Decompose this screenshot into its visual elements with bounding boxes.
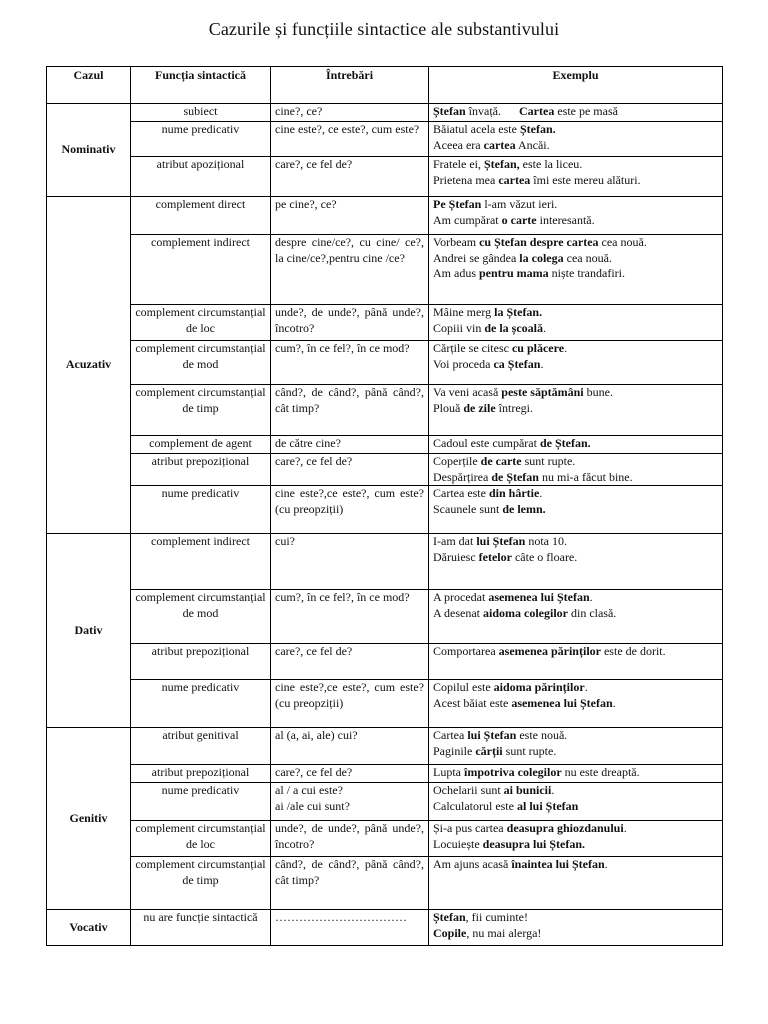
example-line [433, 436, 718, 452]
example-text: niște trandafiri. [548, 266, 625, 280]
example-line [433, 926, 718, 942]
example-text: întregi. [495, 400, 533, 415]
examples [429, 157, 723, 197]
example-text: Comportarea [433, 644, 499, 658]
table-row [47, 680, 723, 728]
example-text: . [551, 783, 555, 797]
example-highlight: lui Ștefan [467, 728, 517, 742]
example-line [433, 197, 718, 213]
table-row [47, 385, 723, 436]
table-row [47, 305, 723, 341]
table-row [47, 644, 723, 680]
questions: unde?, de unde?, până unde?, încotro? [271, 305, 429, 341]
questions: …………………………… [271, 910, 429, 946]
example-line [433, 122, 718, 138]
example-text: Vorbeam [433, 235, 480, 249]
example-highlight: ai bunicii [503, 783, 552, 797]
example-highlight: de la școală [484, 320, 544, 335]
example-text: . [564, 341, 568, 355]
example-line [433, 305, 718, 321]
example-text: Cartea este [433, 486, 489, 500]
table-row [47, 122, 723, 157]
example-text: Dăruiesc [433, 549, 479, 564]
examples [429, 534, 723, 590]
example-line [433, 799, 718, 815]
example-text: Despărțirea [433, 469, 492, 484]
example-text: Coperțile [433, 454, 481, 468]
questions: când?, de când?, până când?, cât timp? [271, 385, 429, 436]
questions: de către cine? [271, 436, 429, 454]
example-line [433, 321, 718, 337]
example-line [433, 454, 718, 470]
example-text: Va veni acasă [433, 385, 502, 399]
questions: cine este?,ce este?, cum este? (cu preopziții) [271, 680, 429, 728]
examples [429, 341, 723, 385]
example-text: A procedat [433, 590, 489, 604]
example-line [433, 606, 718, 622]
examples [429, 436, 723, 454]
example-text: Am adus [433, 266, 479, 280]
syntactic-function: complement circumstanțial de timp [131, 385, 271, 436]
example-text: . [612, 695, 616, 710]
questions: cui? [271, 534, 429, 590]
cases-table [46, 66, 723, 946]
example-highlight: înaintea lui Ștefan [511, 857, 605, 871]
syntactic-function: nume predicativ [131, 680, 271, 728]
example-text: Locuiește [433, 836, 483, 851]
header-row [47, 67, 723, 104]
examples [429, 454, 723, 486]
example-line [433, 470, 718, 486]
questions: care?, ce fel de? [271, 454, 429, 486]
example-highlight: împotriva colegilor [464, 765, 562, 779]
example-highlight: de carte [480, 454, 522, 468]
example-highlight: asemenea lui Ștefan [511, 695, 613, 710]
example-text: Lupta [433, 765, 464, 779]
syntactic-function: complement indirect [131, 235, 271, 305]
example-highlight: de lemn. [502, 501, 546, 516]
example-highlight: de Ștefan [491, 469, 539, 484]
example-highlight: de zile [463, 400, 496, 415]
syntactic-function: complement circumstanțial de mod [131, 590, 271, 644]
examples [429, 910, 723, 946]
example-text: . [540, 356, 544, 371]
example-text: Băiatul acela este [433, 122, 520, 136]
example-highlight: Ștefan, [483, 157, 520, 171]
example-text: învață. [465, 104, 519, 118]
example-text: . [589, 590, 593, 604]
case-name: Genitiv [47, 728, 131, 910]
questions: cine este?, ce este?, cum este? [271, 122, 429, 157]
example-text: Ancăi. [515, 137, 550, 152]
example-line [433, 728, 718, 744]
example-line [433, 341, 718, 357]
questions: cum?, în ce fel?, în ce mod? [271, 590, 429, 644]
page-title: Cazurile și funcțiile sintactice ale substantivului [208, 19, 560, 39]
questions: care?, ce fel de? [271, 765, 429, 783]
syntactic-function: atribut prepozițional [131, 454, 271, 486]
example-line [433, 401, 718, 417]
syntactic-function: complement circumstanțial de loc [131, 821, 271, 857]
example-line [433, 251, 718, 267]
example-line [433, 837, 718, 853]
example-highlight: ca Ștefan [493, 356, 541, 371]
syntactic-function: complement de agent [131, 436, 271, 454]
table-row [47, 157, 723, 197]
example-highlight: asemenea părinților [498, 644, 601, 658]
examples [429, 644, 723, 680]
example-text: cea nouă. [563, 250, 612, 265]
syntactic-function: complement circumstanțial de loc [131, 305, 271, 341]
example-highlight: cartea [483, 137, 516, 152]
case-name: Vocativ [47, 910, 131, 946]
example-text: Paginile [433, 743, 476, 758]
example-line [433, 104, 718, 120]
case-name: Acuzativ [47, 197, 131, 534]
example-text: Scaunele sunt [433, 501, 503, 516]
example-line [433, 590, 718, 606]
example-text: Prietena mea [433, 172, 499, 187]
example-line [433, 486, 718, 502]
table-row [47, 857, 723, 910]
case-name: Dativ [47, 534, 131, 728]
questions: al (a, ai, ale) cui? [271, 728, 429, 765]
examples [429, 235, 723, 305]
example-highlight: la Ștefan. [494, 305, 543, 319]
example-text: Am cumpărat [433, 212, 502, 227]
example-text: îmi este mereu alături. [530, 172, 641, 187]
table-row [47, 765, 723, 783]
examples [429, 486, 723, 534]
example-line [433, 266, 718, 282]
questions: cine este?,ce este?, cum este? (cu preopziții) [271, 486, 429, 534]
example-highlight: al lui Ștefan [516, 798, 579, 813]
table-row [47, 341, 723, 385]
example-text: . [539, 486, 543, 500]
case-name: Nominativ [47, 104, 131, 197]
table-row [47, 486, 723, 534]
example-text: . [584, 680, 588, 694]
syntactic-function: nume predicativ [131, 486, 271, 534]
example-highlight: pentru mama [479, 266, 549, 280]
example-text: Fratele ei, [433, 157, 484, 171]
examples [429, 197, 723, 235]
example-text: Copilul este [433, 680, 494, 694]
example-line [433, 213, 718, 229]
syntactic-function: atribut genitival [131, 728, 271, 765]
example-text: din clasă. [567, 605, 617, 620]
table-row [47, 910, 723, 946]
example-line [433, 783, 718, 799]
table-row [47, 590, 723, 644]
example-highlight: Cartea [519, 104, 555, 118]
example-line [433, 138, 718, 154]
example-line [433, 644, 718, 660]
example-line [433, 550, 718, 566]
syntactic-function: complement direct [131, 197, 271, 235]
example-highlight: de Ștefan. [539, 436, 591, 450]
example-highlight: peste săptămâni [501, 385, 584, 399]
table-row [47, 235, 723, 305]
examples [429, 305, 723, 341]
example-line [433, 235, 718, 251]
example-highlight: cartea [498, 172, 531, 187]
example-text: câte o floare. [511, 549, 578, 564]
example-highlight: cu plăcere [511, 341, 565, 355]
questions: când?, de când?, până când?, cât timp? [271, 857, 429, 910]
table-row [47, 783, 723, 821]
table-row [47, 454, 723, 486]
table-row [47, 728, 723, 765]
examples [429, 765, 723, 783]
example-text: Aceea era [433, 137, 484, 152]
syntactic-function: nu are funcție sintactică [131, 910, 271, 946]
example-text: Acest băiat este [433, 695, 512, 710]
questions: care?, ce fel de? [271, 157, 429, 197]
example-highlight: Ștefan. [519, 122, 556, 136]
examples [429, 857, 723, 910]
example-text: sunt rupte. [502, 743, 557, 758]
example-highlight: lui Ștefan [476, 534, 526, 548]
questions: al / a cui este? ai /ale cui sunt? [271, 783, 429, 821]
example-line [433, 385, 718, 401]
example-text: Mâine merg [433, 305, 495, 319]
syntactic-function: complement circumstanțial de timp [131, 857, 271, 910]
example-text: A desenat [433, 605, 483, 620]
example-line [433, 696, 718, 712]
table-row [47, 104, 723, 122]
syntactic-function: complement circumstanțial de mod [131, 341, 271, 385]
example-highlight: cu Ștefan despre cartea [479, 235, 599, 249]
example-highlight: cărții [475, 743, 503, 758]
example-highlight: o carte [501, 212, 537, 227]
example-text: Și-a pus cartea [433, 821, 507, 835]
examples [429, 590, 723, 644]
example-text: , fii cuminte! [465, 910, 528, 924]
example-highlight: asemenea lui Ștefan [488, 590, 590, 604]
example-text: bune. [583, 385, 613, 399]
example-text: . [543, 320, 547, 335]
header-case: Cazul [47, 67, 131, 104]
example-highlight: Copile [433, 925, 467, 940]
example-text: . [623, 821, 627, 835]
example-highlight: Ștefan [433, 104, 466, 118]
table-row [47, 534, 723, 590]
example-line [433, 157, 718, 173]
header-function: Funcția sintactică [131, 67, 271, 104]
questions: pe cine?, ce? [271, 197, 429, 235]
syntactic-function: atribut apozițional [131, 157, 271, 197]
example-text: Cadoul este cumpărat [433, 436, 540, 450]
example-text: Am ajuns acasă [433, 857, 512, 871]
header-questions: Întrebări [271, 67, 429, 104]
syntactic-function: subiect [131, 104, 271, 122]
example-text: interesantă. [536, 212, 595, 227]
example-text: Cartea [433, 728, 468, 742]
example-text: nu mi-a făcut bine. [538, 469, 633, 484]
example-highlight: deasupra lui Ștefan. [482, 836, 586, 851]
example-text: Plouă [433, 400, 464, 415]
header-example: Exemplu [429, 67, 723, 104]
example-text: Ochelarii sunt [433, 783, 504, 797]
syntactic-function: complement indirect [131, 534, 271, 590]
examples [429, 680, 723, 728]
example-text: Copiii vin [433, 320, 485, 335]
syntactic-function: nume predicativ [131, 783, 271, 821]
syntactic-function: nume predicativ [131, 122, 271, 157]
example-text: I-am dat [433, 534, 477, 548]
example-line [433, 910, 718, 926]
example-highlight: fetelor [478, 549, 512, 564]
example-line [433, 502, 718, 518]
table-row [47, 821, 723, 857]
example-text: Calculatorul este [433, 798, 517, 813]
examples [429, 821, 723, 857]
example-line [433, 765, 718, 781]
example-text: , nu mai alerga! [466, 925, 542, 940]
example-line [433, 680, 718, 696]
example-line [433, 857, 718, 873]
example-text: Cărțile se citesc [433, 341, 512, 355]
questions: cine?, ce? [271, 104, 429, 122]
table-row [47, 197, 723, 235]
example-text: este pe masă [554, 104, 618, 118]
examples [429, 783, 723, 821]
example-text: este la liceu. [519, 157, 583, 171]
examples [429, 728, 723, 765]
example-highlight: Pe Ștefan [433, 197, 482, 211]
example-highlight: aidoma colegilor [483, 605, 568, 620]
example-line [433, 744, 718, 760]
examples [429, 122, 723, 157]
cases-table-body [47, 104, 723, 946]
example-highlight: aidoma părinților [493, 680, 585, 694]
example-line [433, 357, 718, 373]
example-line [433, 821, 718, 837]
example-highlight: deasupra ghiozdanului [506, 821, 624, 835]
examples [429, 104, 723, 122]
syntactic-function: atribut prepozițional [131, 765, 271, 783]
example-text: Voi proceda [433, 356, 494, 371]
example-highlight: la colega [519, 250, 564, 265]
example-highlight: din hârtie [488, 486, 540, 500]
example-line [433, 534, 718, 550]
questions: unde?, de unde?, până unde?, încotro? [271, 821, 429, 857]
example-text: nota 10. [525, 534, 567, 548]
example-text: este de dorit. [600, 644, 666, 658]
example-highlight: Ștefan [433, 910, 466, 924]
questions: despre cine/ce?, cu cine/ ce?, la cine/ce?,pentru cine /ce? [271, 235, 429, 305]
questions: care?, ce fel de? [271, 644, 429, 680]
example-text: Andrei se gândea [433, 250, 520, 265]
example-text: l-am văzut ieri. [481, 197, 558, 211]
examples [429, 385, 723, 436]
example-text: nu este dreaptă. [561, 765, 640, 779]
table-row [47, 436, 723, 454]
example-text: sunt rupte. [521, 454, 576, 468]
example-text: este nouă. [516, 728, 568, 742]
syntactic-function: atribut prepozițional [131, 644, 271, 680]
example-text: cea nouă. [598, 235, 647, 249]
example-line [433, 173, 718, 189]
example-text: . [604, 857, 608, 871]
questions: cum?, în ce fel?, în ce mod? [271, 341, 429, 385]
